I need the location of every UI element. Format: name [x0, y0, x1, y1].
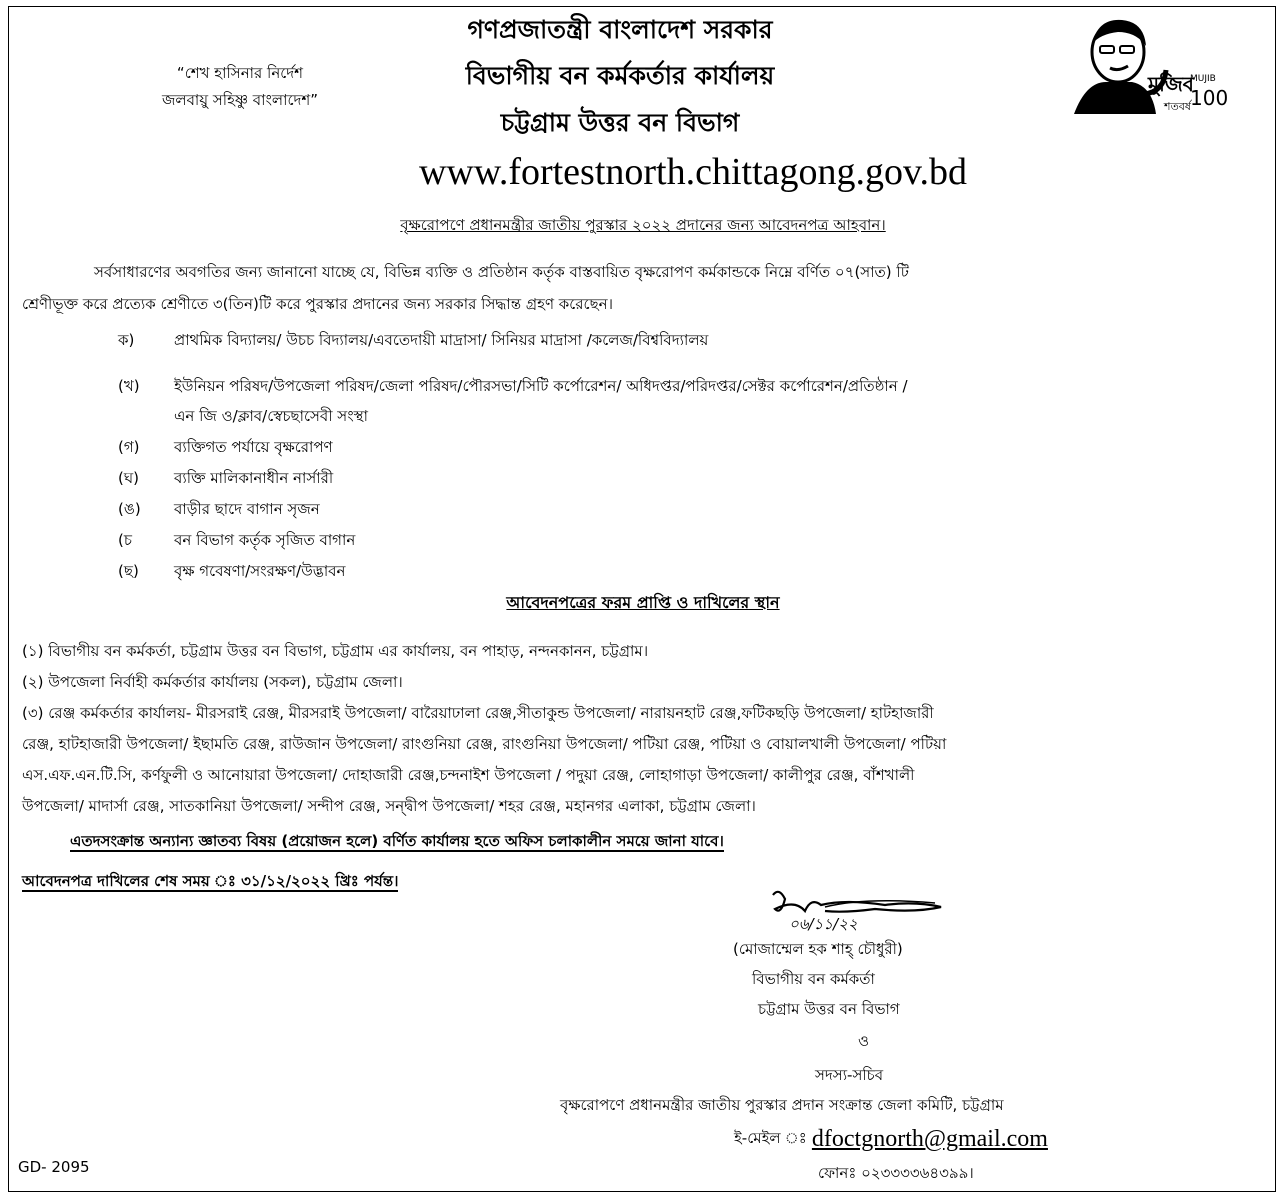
deadline-line: আবেদনপত্র দাখিলের শেষ সময় ঃ ৩১/১২/২০২২ খ্রিঃ পর্যন্ত।	[22, 872, 399, 890]
email-row	[734, 1126, 1048, 1153]
division-line: চট্টগ্রাম উত্তর বন বিভাগ	[500, 108, 740, 137]
signer-division: চট্টগ্রাম উত্তর বন বিভাগ	[758, 1000, 900, 1018]
logo-subtext: শতবর্ষ	[1164, 100, 1191, 113]
email-link[interactable]: dfoctgnorth@gmail.com	[811, 1126, 1048, 1152]
email-label: ই-মেইল ঃ	[734, 1129, 807, 1147]
notice-subject: বৃক্ষরোপণে প্রধানমন্ত্রীর জাতীয় পুরস্কার ২০২২ প্রদানের জন্য আবেদনপত্র আহবান।	[400, 216, 886, 234]
logo-text: মুজিব	[1148, 72, 1194, 96]
info-line: এতদসংক্রান্ত অন্যান্য জ্ঞাতব্য বিষয় (প্রয়োজন হলে) বর্ণিত কার্যালয় হতে অফিস চলাকালীন সময়ে জানা যাবে।	[70, 832, 724, 850]
website-url: www.fortestnorth.chittagong.gov.bd	[418, 151, 968, 193]
logo-number: 100	[1190, 86, 1229, 110]
signer-title: বিভাগীয় বন কর্মকর্তা	[752, 970, 875, 988]
phone-number: ফোনঃ ০২৩৩৩৩৬৪৩৯৯।	[818, 1164, 974, 1182]
intro-paragraph	[22, 256, 1258, 320]
government-line: গণপ্রজাতন্ত্রী বাংলাদেশ সরকার	[467, 15, 773, 44]
signer-and: ও	[858, 1032, 870, 1050]
slogan-line-1: “শেখ হাসিনার নির্দেশ	[176, 64, 304, 82]
locations-list	[22, 636, 1258, 822]
signature-date: ০৬/১১/২২	[789, 915, 858, 933]
location-3-line-3: এস.এফ.এন.টি.সি, কর্ণফুলী ও আনোয়ারা উপজেলা/ দোহাজারী রেঞ্জ,চন্দনাইশ উপজেলা / পদুয়া রেঞ্জ, লোহাগাড়া উপজেলা/ কালীপুর রেঞ্জ, বাঁশখালী	[22, 766, 915, 784]
signer-member-secretary: সদস্য-সচিব	[815, 1066, 884, 1084]
signer-name: (মোজাম্মেল হক শাহ্‌ চৌধুরী)	[733, 940, 903, 958]
signer-committee: বৃক্ষরোপণে প্রধানমন্ত্রীর জাতীয় পুরস্কার প্রদান সংক্রান্ত জেলা কমিটি, চট্টগ্রাম	[560, 1096, 1004, 1114]
mujib-100-logo	[1040, 10, 1229, 120]
office-line: বিভাগীয় বন কর্মকর্তার কার্যালয়	[465, 61, 775, 90]
handwritten-signature	[765, 885, 965, 941]
location-2: (২) উপজেলা নির্বাহী কর্মকর্তার কার্যালয় (সকল), চট্টগ্রাম জেলা।	[22, 673, 403, 691]
location-1: (১) বিভাগীয় বন কর্মকর্তা, চট্টগ্রাম উত্তর বন বিভাগ, চট্টগ্রাম এর কার্যালয়, বন পাহাড়, নন্দনকানন, চট্টগ্রাম।	[22, 642, 649, 660]
intro-line-1: সর্বসাধারণের অবগতির জন্য জানানো যাচ্ছে যে, বিভিন্ন ব্যক্তি ও প্রতিষ্ঠান কর্তৃক বাস্তবায়িত বৃক্ষরোপণ কর্মকান্ডকে নিম্নে বর্ণিত ০৭(সাত) টি	[94, 263, 909, 281]
gd-code: GD- 2095	[18, 1158, 90, 1176]
logo-english: MUJIB	[1190, 74, 1216, 84]
slogan-line-2: জলবায়ু সহিষ্ণু বাংলাদেশ”	[161, 91, 318, 109]
intro-line-2: শ্রেণীভূক্ত করে প্রত্যেক শ্রেণীতে ৩(তিন)টি করে পুরস্কার প্রদানের জন্য সরকার সিদ্ধান্ত গ্রহণ করেছেন।	[22, 295, 613, 313]
location-3-line-1: (৩) রেঞ্জ কর্মকর্তার কার্যালয়- মীরসরাই রেঞ্জ, মীরসরাই উপজেলা/ বারৈয়াঢালা রেঞ্জ,সীতাকুন্ড উপজেলা/ নারায়নহাট রেঞ্জ,ফটিকছড়ি উপজেলা/ হাটহাজারী	[22, 704, 934, 722]
location-3-line-2: রেঞ্জ, হাটহাজারী উপজেলা/ ইছামতি রেঞ্জ, রাউজান উপজেলা/ রাংগুনিয়া রেঞ্জ, রাংগুনিয়া উপজেলা/ পটিয়া রেঞ্জ, পটিয়া ও বোয়ালখালী উপজেলা/ পটিয়া	[22, 735, 947, 753]
locations-title: আবেদনপত্রের ফরম প্রাপ্তি ও দাখিলের স্থান	[506, 593, 780, 612]
location-3-line-4: উপজেলা/ মাদার্সা রেঞ্জ, সাতকানিয়া উপজেলা/ সন্দীপ রেঞ্জ, সন্দ্বীপ উপজেলা/ শহর রেঞ্জ, মহানগর এলাকা, চট্টগ্রাম জেলা।	[22, 797, 756, 815]
